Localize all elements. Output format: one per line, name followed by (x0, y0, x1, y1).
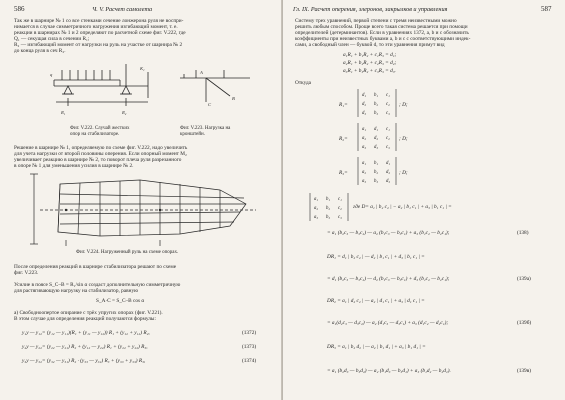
determinant-entry: b₂ (326, 206, 331, 211)
figure-v223 (176, 60, 256, 110)
text-line: увеличивает реакцию в шарнире № 2, то поворот плеча руля разрезанного (14, 157, 182, 163)
determinant-entry: d₃ (362, 111, 367, 116)
equation-number: (1373) (242, 344, 257, 350)
text-line: Так же в шарнире № 1 со все стенками сечение лонжерона руля не воспри- (14, 18, 184, 24)
determinant-entry: d₁ (386, 161, 391, 166)
fig222-k-label: К₁ (140, 66, 145, 71)
determinant-entry: d₃ (386, 179, 391, 184)
determinant-entry: b₃ (374, 179, 379, 184)
text-line: решить любым способом. Проще всего такая система решается при помощи (295, 24, 468, 30)
determinant-entry: d₂ (374, 136, 379, 141)
expansion-line: = a₁ (b₂d₃ — b₃d₂) — a₂ (b₁d₃ — b₃d₁) + a₃ (b₁d₂ — b₂d₁). (327, 368, 451, 374)
equation-number: (139в) (517, 368, 531, 374)
text-line: Q₁ — секущая сила в сечении R₁; (14, 36, 90, 42)
equation-number: (138) (517, 230, 529, 236)
fig222-r1-label: R₁ (61, 110, 66, 115)
fig223-a-label: A (200, 70, 203, 75)
determinant-entry: a₁ (362, 127, 367, 132)
determinant-entry: a₃ (314, 215, 319, 220)
det-d-label: ; D; (399, 136, 408, 142)
determinant-entry: a₂ (314, 206, 319, 211)
fig223-b-label: B (232, 96, 235, 101)
determinant-entry: c₁ (338, 197, 342, 202)
determinant-entry: b₃ (374, 111, 379, 116)
text-line: R₂ — изгибающий момент от нагрузки на руль на участке от шарнира № 2 (14, 42, 183, 48)
caption-line: Фиг. V.223. Нагрузка на (180, 126, 231, 131)
equation-number: (139a) (517, 276, 531, 282)
text-line: нимается в случае симметричного нагружения изгибающий момент, т. е. (14, 24, 178, 30)
fig224-caption: Фиг. V.224. Нагруженный руль на схеме опорах. (76, 250, 179, 255)
determinant-entry: b₃ (326, 215, 331, 220)
left-page (0, 0, 282, 400)
fig223-caption (180, 126, 230, 138)
page-number-right: 587 (541, 5, 552, 13)
determinant-entry: d₂ (362, 102, 367, 107)
determinant-entry: c₂ (338, 206, 342, 211)
text-line: для учета нагрузки от второй половины оперения. Если опорный момент М₂ (14, 151, 187, 157)
determinant-entry: a₁ (362, 161, 367, 166)
fig222-caption (70, 126, 130, 138)
determinant-entry: b₁ (374, 161, 379, 166)
det-d-label: ; D; (399, 170, 408, 176)
determinant-entry: a₂ (362, 136, 367, 141)
equation-number: (139б) (517, 320, 532, 326)
running-header-left: Ч. V. Расчет самолета (92, 6, 153, 13)
equation-number: (1374) (242, 358, 257, 364)
text-line: коэффициенты при неизвестных буквами a, b и c с соответствующими индек- (295, 36, 471, 42)
expansion-line: DR₃ = a₁ | b₂ d₂ | — a₂ | b₁ d₁ | + a₃ | b₁ d₁ | = (327, 344, 426, 350)
text-line: S_A·C = S_C–B cos α (96, 298, 145, 304)
figure-v222 (48, 58, 158, 120)
text-line: сами, а свободный член — буквой d, то эти уравнения примут вид (295, 42, 445, 48)
equation: y₂y — y₂₂= (y₂₂ — y₂₁) R₂ + (y₁₂ — y₂₂) R₁ + (y₂₂ + y₂₂) R₃, (22, 344, 148, 350)
determinant-entry: b₁ (326, 197, 331, 202)
caption-line: кронштейн. (180, 132, 205, 137)
determinant-entry: d₁ (374, 127, 379, 132)
r3-label: R₃= (339, 170, 348, 176)
system-equation: a₂R₁ + b₂R₂ + c₂R₃ = d₂; (343, 60, 397, 66)
determinant-entry: c₃ (386, 145, 390, 150)
text-line: После определения реакций в шарнире стабилизатора решают по схеме (14, 264, 177, 270)
determinant-entry: c₃ (338, 215, 342, 220)
determinant-entry: d₁ (362, 93, 367, 98)
expansion-line: = a₁(d₂c₃ — d₃c₂) — a₂ (d₁c₃ — d₃c₁) + a₃ (d₁c₂ — d₂c₁); (327, 320, 449, 326)
text-line: Решение в шарнире № 1, определяемую по схеме фиг. V.222, надо увеличить (14, 145, 188, 151)
determinant-r1 (357, 88, 397, 118)
determinant-entry: b₁ (374, 93, 379, 98)
expansion-line: DR₁ = d₁ | b₂ c₂ | — d₂ | b₁ c₁ | + d₃ | b₁ c₁ | = (327, 254, 425, 260)
otkuda-word: Откуда (295, 80, 311, 86)
text-line: В этом случае для определения реакций получаются формулы: (14, 316, 156, 322)
determinant-entry: c₁ (386, 93, 390, 98)
text-line: определителей (детерминантов). Если в уравнениях 1372, а, b и c обозначить (295, 30, 469, 36)
fig222-r2-label: R₂ (122, 110, 127, 115)
text-line: для растягивающую нагрузку на стабилизатор, равную (14, 288, 139, 294)
determinant-d (309, 192, 349, 222)
equation: y₁y — y₁₂= (y₁₂ — y₁₁)(R₁ + (y₁₁ — y₁₂)) R₁ + (y₁₂ + y₁₂) R₂, (22, 330, 150, 336)
r2-label: R₂= (339, 136, 348, 142)
caption-line: Фиг. V.222. Случай жестких (70, 126, 130, 131)
determinant-entry: c₂ (386, 102, 390, 107)
figure-v224 (20, 170, 270, 246)
fig222-q-label: q (50, 72, 53, 77)
text-line: а) Свободноопертое опирание с трёх упругих опорах (фиг. V.221). (14, 310, 163, 316)
determinant-r3 (357, 156, 397, 186)
running-header-right: Гл. IX. Расчет оперения, элеронов, закрылков и управления (293, 6, 448, 13)
text-line: до конца руля в сеч R₂. (14, 48, 66, 54)
equation: y₃y — y₃₂= (y₃₂ — y₃₁) R₂ · (y₃₃ — y₃₂) R₃ + (y₃₃ + y₃₃) R₃, (22, 358, 146, 364)
determinant-entry: a₁ (314, 197, 319, 202)
det-d-label: ; D; (399, 102, 408, 108)
caption-line: опор на стабилизаторе. (70, 132, 120, 137)
determinant-entry: c₁ (386, 127, 390, 132)
determinant-entry: b₂ (374, 102, 379, 107)
determinant-entry: d₂ (386, 170, 391, 175)
system-equation: a₃R₁ + b₃R₂ + c₃R₃ = d₃. (343, 68, 396, 74)
determinant-entry: a₃ (362, 179, 367, 184)
expansion-line: = d₁ (b₂c₃ — b₃c₂) — d₂ (b₁c₃ — b₃c₁) + d₃ (b₁c₂ — b₂c₁); (327, 276, 450, 282)
text-line: фиг. V.223. (14, 270, 39, 276)
text-line: в опоре № 1 для уменьшения усилия в шарнире № 2. (14, 163, 134, 169)
text-line: Систему трех уравнений, первой степени с тремя неизвестными можно (295, 18, 457, 24)
system-equation: a₁R₁ + b₁R₂ + c₁R₃ = d₁; (343, 52, 397, 58)
determinant-entry: b₂ (374, 170, 379, 175)
determinant-entry: d₃ (374, 145, 379, 150)
determinant-r2 (357, 122, 397, 152)
text-line: Усилие в поясе S_C–B = R₁/sin α создаст дополнительную симметричную (14, 282, 181, 288)
text-line: реакции в шарнирах № 1 и 2 определяют по расчетной схеме фиг. V.222, где (14, 30, 186, 36)
page-number-left: 586 (14, 5, 25, 13)
right-page (283, 0, 565, 400)
fig223-c-label: C (208, 102, 212, 107)
expansion-line: = a₁ (b₂c₃ — b₃c₂) — a₂ (b₁c₃ — b₃c₁) + a₃ (b₁c₂ — b₂c₁); (327, 230, 450, 236)
determinant-entry: c₃ (386, 111, 390, 116)
det-expansion: где D= a₁ | b₂ c₂ | − a₂ | b₁ c₁ | + a₃ | b₁ c₁ | = (353, 204, 452, 210)
r1-label: R₁= (339, 102, 348, 108)
expansion-line: DR₂ = a₁ | d₂ c₂ | — a₂ | d₁ c₁ | + a₃ | d₁ c₁ | = (327, 298, 425, 304)
equation-number: (1372) (242, 330, 257, 336)
determinant-entry: a₃ (362, 145, 367, 150)
determinant-entry: c₂ (386, 136, 390, 141)
determinant-entry: a₂ (362, 170, 367, 175)
